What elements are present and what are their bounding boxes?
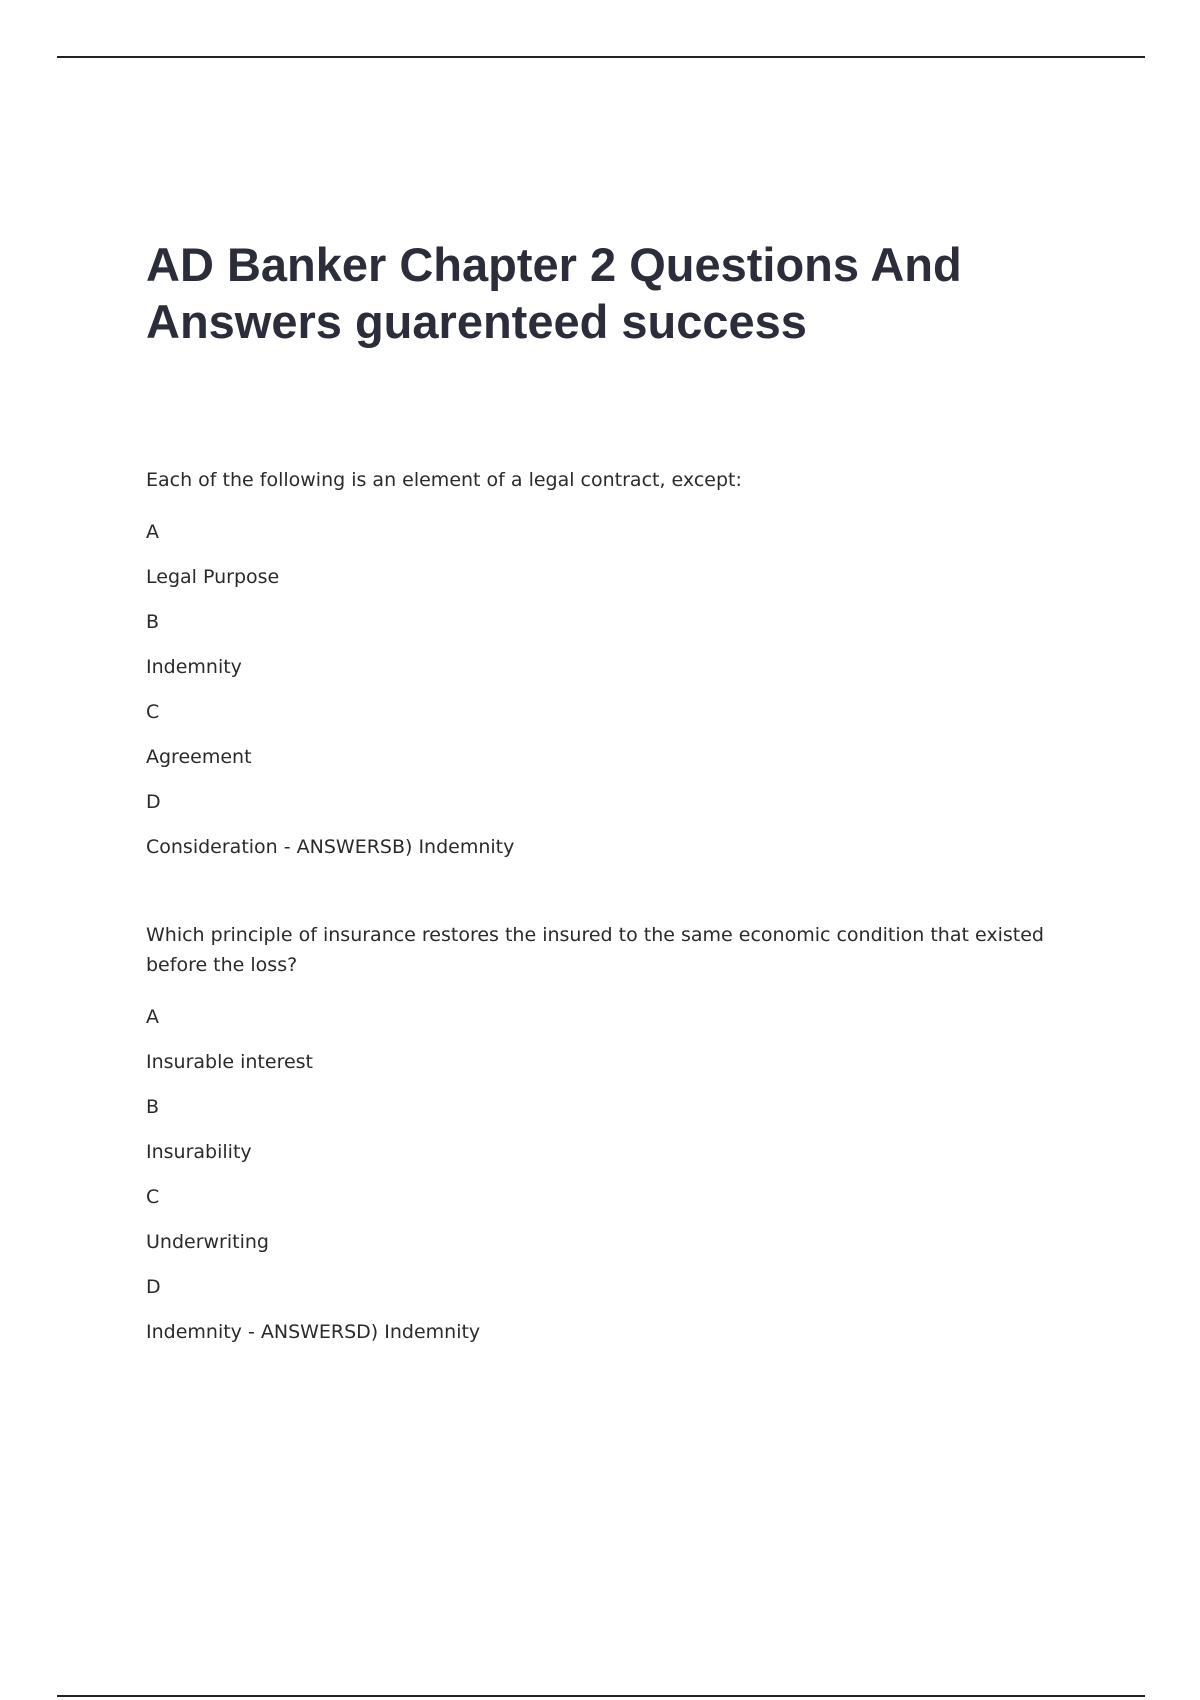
option-text-with-answer: Consideration - ANSWERSB) Indemnity bbox=[146, 835, 515, 858]
option-text: Underwriting bbox=[146, 1230, 269, 1253]
question-block bbox=[146, 465, 1076, 869]
document-title: AD Banker Chapter 2 Questions And Answers guarenteed success bbox=[146, 238, 962, 348]
bottom-divider bbox=[57, 1695, 1145, 1697]
option-text: Indemnity bbox=[146, 655, 242, 678]
option-letter: B bbox=[146, 1095, 160, 1118]
option-letter: D bbox=[146, 1275, 161, 1298]
option-letter: A bbox=[146, 520, 159, 543]
option-letter: B bbox=[146, 610, 160, 633]
question-text: Which principle of insurance restores the insured to the same economic condition that existed before the loss? bbox=[146, 924, 1044, 976]
option-letter: C bbox=[146, 700, 160, 723]
question-block bbox=[146, 920, 1076, 1354]
option-text-with-answer: Indemnity - ANSWERSD) Indemnity bbox=[146, 1320, 481, 1343]
option-text: Agreement bbox=[146, 745, 252, 768]
option-text: Insurability bbox=[146, 1140, 252, 1163]
option-letter: A bbox=[146, 1005, 159, 1028]
option-letter: D bbox=[146, 790, 161, 813]
option-text: Legal Purpose bbox=[146, 565, 280, 588]
option-text: Insurable interest bbox=[146, 1050, 314, 1073]
question-text: Each of the following is an element of a legal contract, except: bbox=[146, 469, 742, 491]
option-letter: C bbox=[146, 1185, 160, 1208]
top-divider bbox=[57, 56, 1145, 58]
